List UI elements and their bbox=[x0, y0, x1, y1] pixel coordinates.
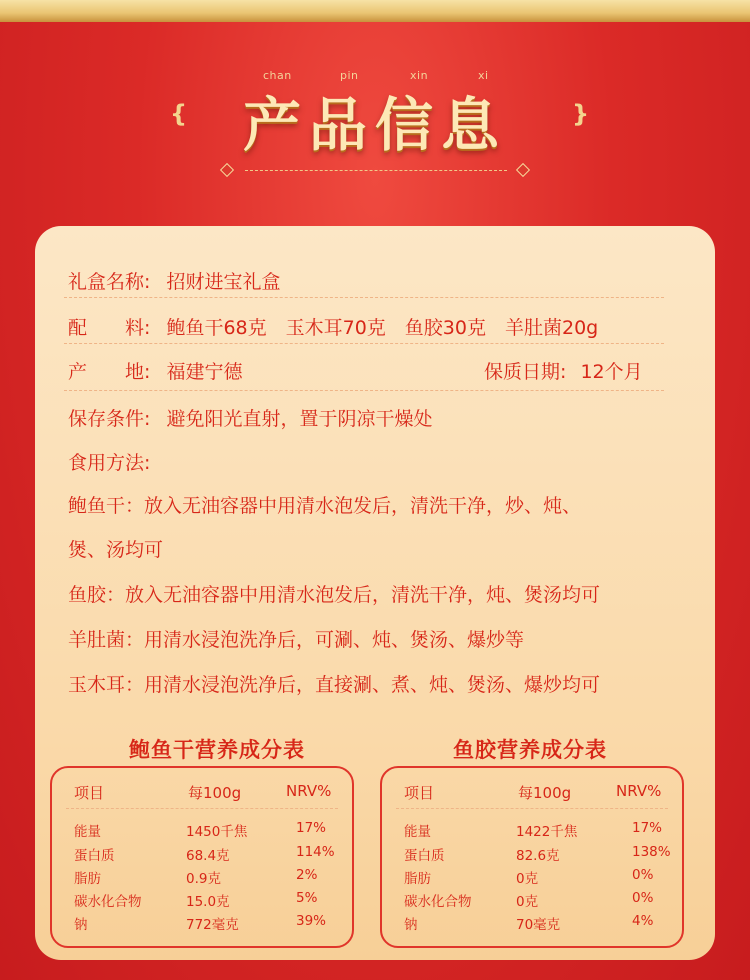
table-cell-amount: 70毫克 bbox=[516, 917, 561, 933]
gift-name-row bbox=[68, 267, 280, 294]
left-diamond-ornament bbox=[220, 163, 234, 177]
table-cell-amount: 1450千焦 bbox=[186, 824, 248, 840]
abalone-nutrition-table bbox=[50, 766, 354, 948]
table-cell-amount: 15.0克 bbox=[186, 894, 230, 910]
table-cell-name: 能量 bbox=[74, 824, 101, 840]
ingredients-label: 配 料: bbox=[68, 317, 151, 339]
origin-value: 福建宁德 bbox=[166, 361, 243, 383]
table-header-nrv: NRV% bbox=[616, 782, 662, 800]
usage-abalone-line2: 煲、汤均可 bbox=[68, 539, 164, 561]
table-cell-nrv: 138% bbox=[632, 844, 671, 860]
storage-row bbox=[68, 404, 432, 431]
table-cell-name: 钠 bbox=[404, 917, 418, 933]
table-cell-nrv: 114% bbox=[296, 844, 335, 860]
right-diamond-ornament bbox=[516, 163, 530, 177]
table-header-divider bbox=[66, 808, 338, 809]
table-header-nrv: NRV% bbox=[286, 782, 332, 800]
table-cell-amount: 0克 bbox=[516, 894, 539, 910]
table-cell-name: 能量 bbox=[404, 824, 431, 840]
top-gold-border bbox=[0, 0, 750, 22]
abalone-nutrition-title: 鲍鱼干营养成分表 bbox=[129, 738, 305, 762]
table-header-per100g: 每100g bbox=[188, 784, 242, 802]
pinyin-chan: chan bbox=[263, 69, 292, 82]
table-cell-amount: 0克 bbox=[516, 871, 539, 887]
table-cell-nrv: 17% bbox=[632, 820, 663, 836]
pinyin-pin: pin bbox=[340, 69, 359, 82]
pinyin-xin: xin bbox=[410, 69, 429, 82]
shelf-life-value: 12个月 bbox=[580, 361, 643, 383]
origin-row bbox=[68, 357, 242, 384]
shelf-life-row bbox=[484, 357, 643, 384]
table-cell-nrv: 5% bbox=[296, 890, 318, 906]
ingredients-value: 鲍鱼干68克 玉木耳70克 鱼胶30克 羊肚菌20g bbox=[166, 317, 599, 339]
table-cell-nrv: 17% bbox=[296, 820, 327, 836]
title-underline bbox=[245, 170, 507, 171]
gift-name-value: 招财进宝礼盒 bbox=[166, 271, 281, 293]
table-cell-nrv: 4% bbox=[632, 913, 654, 929]
table-cell-nrv: 0% bbox=[632, 867, 654, 883]
table-cell-amount: 1422千焦 bbox=[516, 824, 578, 840]
origin-label: 产 地: bbox=[68, 361, 151, 383]
table-header-per100g: 每100g bbox=[518, 784, 572, 802]
divider bbox=[64, 343, 664, 344]
table-cell-name: 脂肪 bbox=[74, 871, 101, 887]
left-brace-ornament: { bbox=[170, 100, 188, 128]
ingredients-row bbox=[68, 313, 598, 340]
usage-fish-maw: 鱼胶：放入无油容器中用清水泡发后，清洗干净，炖、煲汤均可 bbox=[68, 584, 601, 606]
divider bbox=[64, 390, 664, 391]
table-cell-nrv: 2% bbox=[296, 867, 318, 883]
table-cell-amount: 82.6克 bbox=[516, 848, 560, 864]
table-header-item: 项目 bbox=[74, 784, 105, 802]
gift-name-label: 礼盒名称: bbox=[68, 271, 151, 293]
storage-label: 保存条件: bbox=[68, 408, 151, 430]
table-cell-amount: 68.4克 bbox=[186, 848, 230, 864]
usage-label: 食用方法: bbox=[68, 452, 151, 474]
fish-maw-nutrition-title: 鱼胶营养成分表 bbox=[453, 738, 607, 762]
pinyin-xi: xi bbox=[478, 69, 489, 82]
shelf-life-label: 保质日期: bbox=[484, 361, 567, 383]
right-brace-ornament: } bbox=[572, 100, 590, 128]
usage-morel: 羊肚菌：用清水浸泡洗净后，可涮、炖、煲汤、爆炒等 bbox=[68, 629, 525, 651]
storage-value: 避免阳光直射，置于阴凉干燥处 bbox=[166, 408, 433, 430]
page-title: 产品信息 bbox=[242, 91, 507, 159]
table-cell-name: 钠 bbox=[74, 917, 88, 933]
usage-white-fungus: 玉木耳：用清水浸泡洗净后，直接涮、煮、炖、煲汤、爆炒均可 bbox=[68, 674, 601, 696]
table-cell-amount: 772毫克 bbox=[186, 917, 239, 933]
table-cell-name: 蛋白质 bbox=[74, 848, 115, 864]
table-header-item: 项目 bbox=[404, 784, 435, 802]
divider bbox=[64, 297, 664, 298]
table-cell-name: 碳水化合物 bbox=[404, 894, 472, 910]
table-cell-nrv: 39% bbox=[296, 913, 327, 929]
table-cell-name: 蛋白质 bbox=[404, 848, 445, 864]
table-header-divider bbox=[396, 808, 668, 809]
fish-maw-nutrition-table bbox=[380, 766, 684, 948]
table-cell-amount: 0.9克 bbox=[186, 871, 221, 887]
table-cell-name: 碳水化合物 bbox=[74, 894, 142, 910]
usage-abalone-line1: 鲍鱼干：放入无油容器中用清水泡发后，清洗干净，炒、炖、 bbox=[68, 495, 582, 517]
table-cell-name: 脂肪 bbox=[404, 871, 431, 887]
table-cell-nrv: 0% bbox=[632, 890, 654, 906]
